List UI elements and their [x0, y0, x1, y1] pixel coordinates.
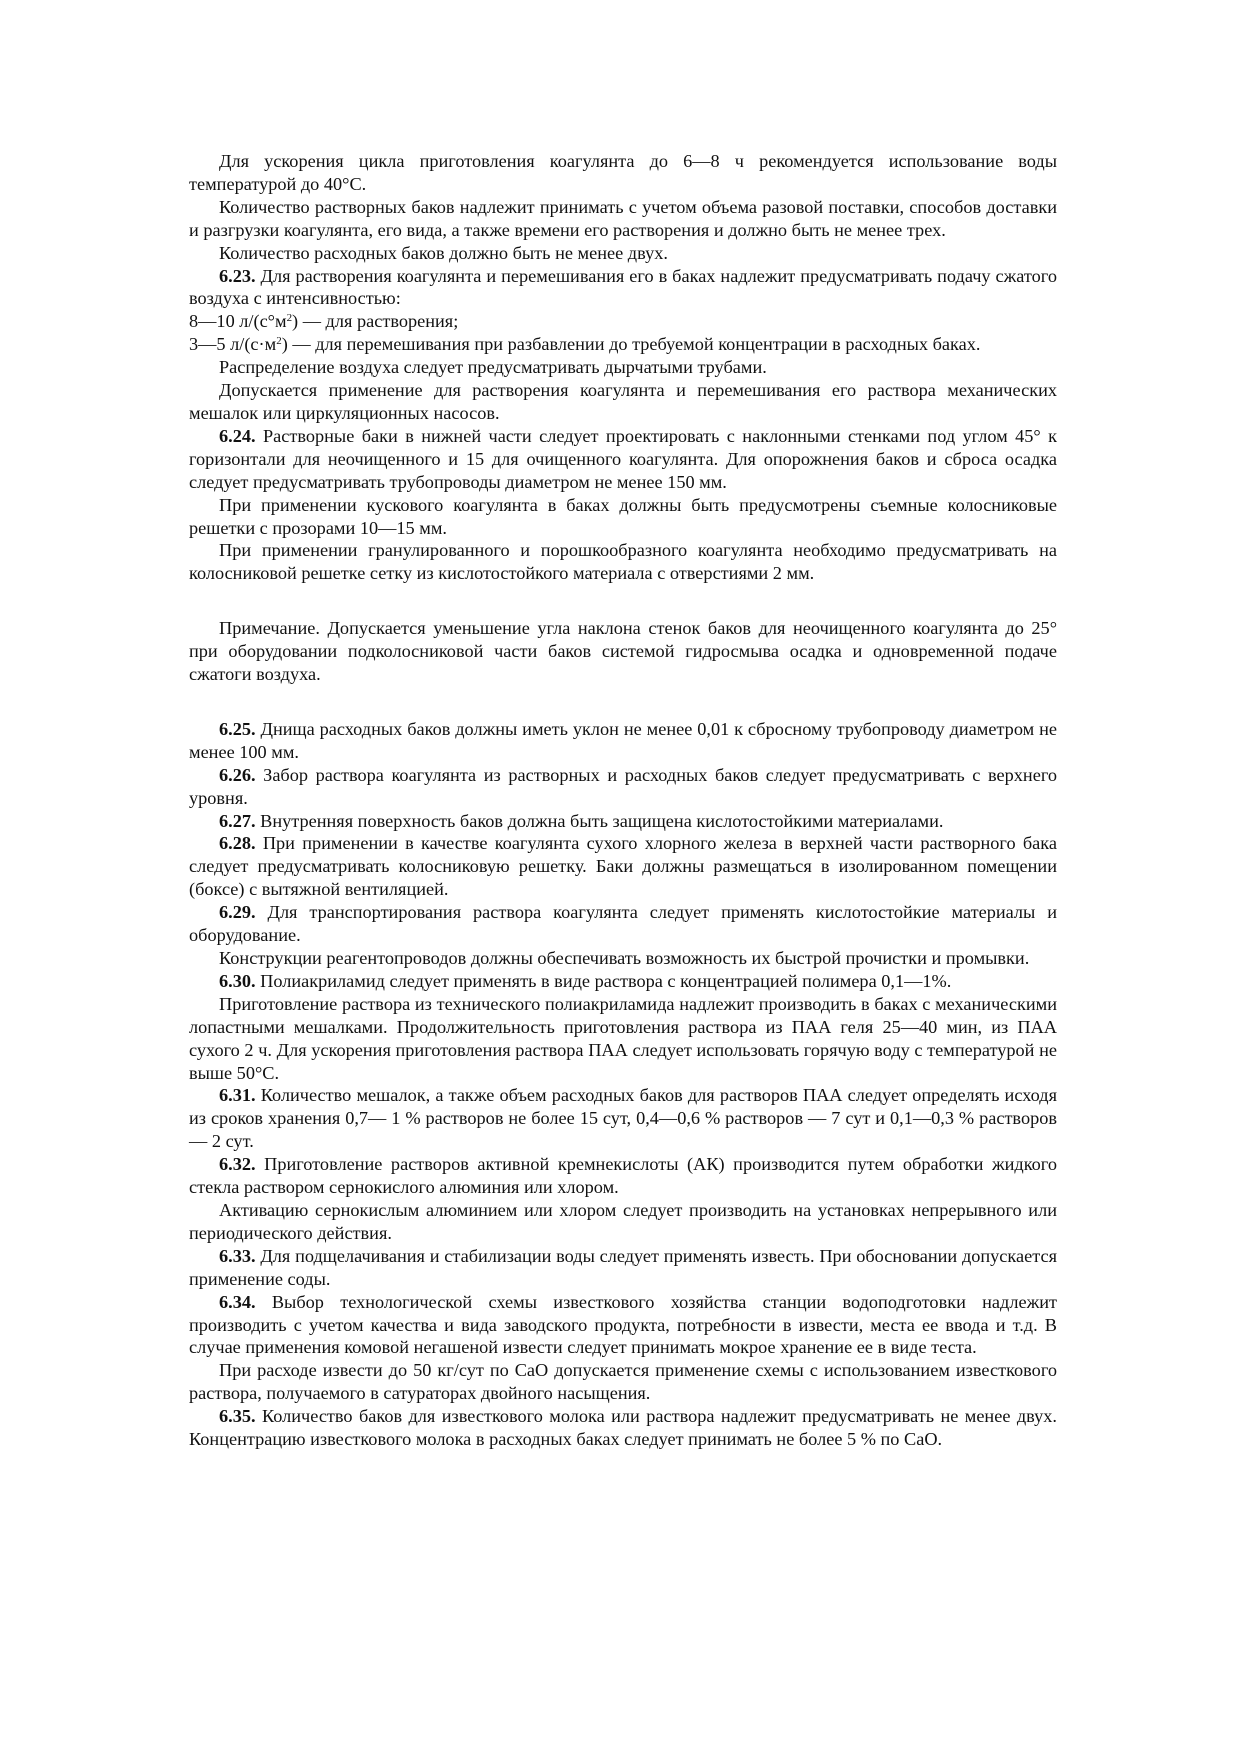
superscript: 2 [286, 312, 293, 325]
document-body [189, 150, 1057, 1451]
paragraph-text: Днища расходных баков должны иметь уклон не менее 0,01 к сбросному трубопроводу диаметром не менее 100 мм. [189, 718, 1057, 762]
paragraph-text: Количество растворных баков надлежит принимать с учетом объема разовой поставки, способов доставки и разгрузки коагулянта, его вида, а также времени его растворения и должно быть не менее трех. [189, 196, 1057, 240]
paragraph [189, 196, 1057, 242]
paragraph [189, 494, 1057, 540]
clause-6-26 [189, 764, 1057, 810]
clause-6-31 [189, 1084, 1057, 1153]
paragraph [189, 993, 1057, 1085]
clause-number: 6.23. [219, 265, 256, 286]
formula-text: 3—5 л/(с·м [189, 334, 277, 355]
clause-6-35 [189, 1405, 1057, 1451]
formula-text: ) — для растворения; [292, 311, 459, 332]
clause-number: 6.34. [219, 1291, 256, 1312]
clause-number: 6.30. [219, 970, 256, 991]
paragraph-text: Выбор технологической схемы известкового хозяйства станции водоподготовки надлежит производить с учетом качества и вида заводского продукта, потребности в извести, места ее ввода и т.д. В случае применения комовой негашеной извести следует принимать мокрое хранение ее в виде теста. [189, 1291, 1057, 1358]
paragraph-text: Активацию сернокислым алюминием или хлором следует производить на установках непрерывного или периодического действия. [189, 1199, 1057, 1243]
paragraph-text: При применении в качестве коагулянта сухого хлорного железа в верхней части растворного бака следует предусматривать колосниковую решетку. Баки должны размещаться в изолированном помещении (боксе) с вытяжной вентиляцией. [189, 833, 1057, 900]
note [189, 617, 1057, 686]
clause-6-24 [189, 425, 1057, 494]
formula-line [189, 310, 1057, 333]
formula-text: ) — для перемешивания при разбавлении до требуемой концентрации в расходных баках. [281, 334, 981, 355]
clause-number: 6.25. [219, 718, 256, 739]
paragraph-text: Для растворения коагулянта и перемешивания его в баках надлежит предусматривать подачу сжатого воздуха с интенсивностью: [189, 265, 1057, 309]
paragraph-text: Для ускорения цикла приготовления коагулянта до 6—8 ч рекомендуется использование воды температурой до 40°С. [189, 151, 1057, 194]
clause-6-28 [189, 832, 1057, 901]
clause-6-34 [189, 1291, 1057, 1360]
paragraph-text: Для подщелачивания и стабилизации воды следует применять известь. При обосновании допускается применение соды. [189, 1245, 1057, 1289]
clause-6-27 [189, 810, 1057, 833]
clause-6-23 [189, 265, 1057, 311]
clause-number: 6.35. [219, 1406, 256, 1427]
formula-line [189, 333, 1057, 356]
clause-number: 6.28. [219, 833, 256, 854]
paragraph-text: Растворные баки в нижней части следует проектировать с наклонными стенками под углом 45° к горизонтали для неочищенного и 15 для очищенного коагулянта. Для опорожнения баков и сброса осадка следует предусматривать трубопроводы диаметром не менее 150 мм. [189, 425, 1057, 492]
paragraph-text: Внутренняя поверхность баков должна быть защищена кислотостойкими материалами. [255, 810, 944, 831]
paragraph-text: Конструкции реагентопроводов должны обеспечивать возможность их быстрой прочистки и промывки. [219, 948, 1030, 968]
clause-number: 6.31. [219, 1085, 256, 1106]
clause-number: 6.29. [219, 902, 256, 923]
paragraph-text: При применении гранулированного и порошкообразного коагулянта необходимо предусматривать на колосниковой решетке сетку из кислотостойкого материала с отверстиями 2 мм. [189, 540, 1057, 584]
paragraph [189, 1199, 1057, 1245]
paragraph-text: Приготовление растворов активной кремнекислоты (АК) производится путем обработки жидкого стекла раствором сернокислого алюминия или хлором. [189, 1154, 1057, 1198]
paragraph-text: Количество мешалок, а также объем расходных баков для растворов ПАА следует определять исходя из сроков хранения 0,7— 1 % растворов не более 15 сут, 0,4—0,6 % растворов — 7 сут и 0,1—0,3 % растворов — 2 сут. [189, 1085, 1057, 1152]
paragraph [189, 1359, 1057, 1405]
paragraph-text: Распределение воздуха следует предусматривать дырчатыми трубами. [219, 357, 767, 378]
paragraph-text: При расходе извести до 50 кг/сут по СаО допускается применение схемы с использованием известкового раствора, получаемого в сатураторах двойного насыщения. [189, 1360, 1057, 1404]
paragraph-text: Забор раствора коагулянта из растворных и расходных баков следует предусматривать с верхнего уровня. [189, 764, 1057, 808]
note-text: Примечание. Допускается уменьшение угла наклона стенок баков для неочищенного коагулянта до 25° при оборудовании подколосниковой части баков системой гидросмыва осадка и одновременной подаче сжатоги воздуха. [189, 618, 1057, 685]
clause-6-32 [189, 1153, 1057, 1199]
paragraph-text: Для транспортирования раствора коагулянта следует применять кислотостойкие материалы и оборудование. [189, 902, 1057, 946]
clause-6-33 [189, 1245, 1057, 1291]
paragraph-text: Допускается применение для растворения коагулянта и перемешивания его раствора механических мешалок или циркуляционных насосов. [189, 380, 1057, 423]
paragraph-text: При применении кускового коагулянта в баках должны быть предусмотрены съемные колосниковые решетки с прозорами 10—15 мм. [189, 494, 1057, 538]
paragraph [189, 150, 1057, 196]
paragraph [189, 947, 1057, 970]
clause-number: 6.32. [219, 1154, 256, 1175]
clause-number: 6.27. [219, 810, 256, 831]
paragraph-text: Количество баков для известкового молока или раствора надлежит предусматривать не менее двух. Концентрацию известкового молока в расходных баках следует принимать не более 5 % по СаО. [189, 1406, 1057, 1450]
paragraph [189, 379, 1057, 425]
paragraph [189, 356, 1057, 379]
clause-number: 6.24. [219, 425, 256, 446]
clause-6-30 [189, 970, 1057, 993]
paragraph [189, 539, 1057, 585]
paragraph-text: Полиакриламид следует применять в виде раствора с концентрацией полимера 0,1—1%. [255, 970, 952, 991]
formula-text: 8—10 л/(с°м [189, 311, 287, 332]
clause-number: 6.33. [219, 1245, 256, 1266]
clause-6-25 [189, 718, 1057, 764]
paragraph [189, 242, 1057, 265]
superscript: 2 [276, 335, 282, 348]
paragraph-text: Приготовление раствора из технического полиакриламида надлежит производить в баках с механическими лопастными мешалками. Продолжительность приготовления раствора из ПАА геля 25—40 мин, из ПАА сухого 2 ч. Для ускорения приготовления раствора ПАА следует использовать горячую воду с температурой не выше 50°С. [189, 993, 1057, 1083]
clause-6-29 [189, 901, 1057, 947]
paragraph-text: Количество расходных баков должно быть не менее двух. [219, 242, 668, 263]
clause-number: 6.26. [219, 764, 256, 785]
